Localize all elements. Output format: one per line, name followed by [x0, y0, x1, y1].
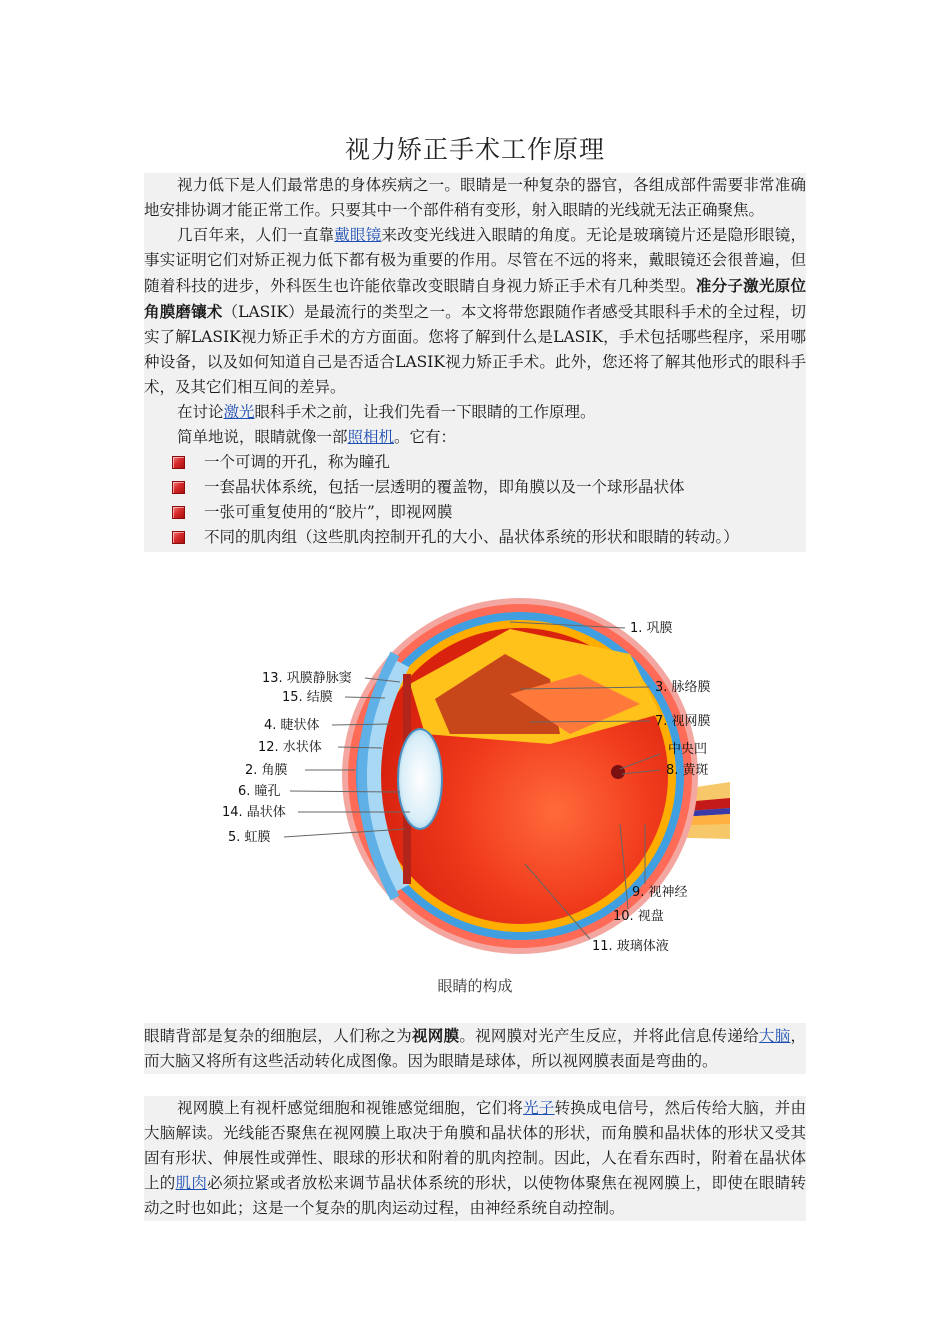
text-run: 简单地说，眼睛就像一部: [177, 428, 348, 446]
lasik-term: 准分子激光原位角膜磨镶术: [144, 276, 806, 321]
label-choroid: 3. 脉络膜: [655, 680, 711, 695]
macula: [611, 765, 625, 779]
eye-anatomy-diagram: [220, 594, 730, 956]
intro-paragraph-4: [144, 425, 806, 450]
link-brain[interactable]: 大脑: [758, 1027, 791, 1045]
link-muscle[interactable]: 肌肉: [175, 1174, 208, 1192]
intro-paragraph-1: 视力低下是人们最常患的身体疾病之一。眼睛是一种复杂的器官，各组成部件需要非常准确地安排协调才能正常工作。只要其中一个部件稍有变形，射入眼睛的光线就无法正确聚焦。: [144, 176, 806, 219]
label-optic-nerve: 9. 视神经: [632, 885, 688, 900]
label-ciliary-body: 4. 睫状体: [264, 718, 320, 733]
photoreceptor-section: [144, 1096, 806, 1221]
label-iris: 5. 虹膜: [228, 830, 271, 845]
label-fovea: 中央凹: [668, 742, 708, 757]
link-glasses[interactable]: 戴眼镜: [334, 226, 382, 244]
intro-section: [144, 173, 806, 552]
red-square-bullet-icon: [172, 456, 185, 469]
label-optic-disc: 10. 视盘: [613, 909, 664, 924]
text-run: 视网膜上有视杆感觉细胞和视锥感觉细胞，它们将: [177, 1099, 524, 1117]
text-run: 转换成电信号，然后传给大脑，并由大脑解读。光线能否聚焦在视网膜上取决于角膜和晶状体的形状，而角膜和晶状体的形状又受其固有形状、伸展性或弹性、眼球的形状和附着的肌肉控制。因此，人在看东西时，附着在晶状体上的: [144, 1099, 806, 1192]
label-retina: 7. 视网膜: [655, 714, 711, 729]
lens: [398, 729, 442, 829]
text-run: 在讨论: [177, 403, 224, 421]
label-cornea: 2. 角膜: [245, 763, 288, 778]
text-run: 来改变光线进入眼睛的角度。无论是玻璃镜片还是隐形眼镜，事实证明它们对矫正视力低下都有极为重要的作用。尽管在不远的将来，戴眼镜还会很普遍，但随着科技的进步，外科医生也许能依靠改变眼睛自身视力矫正手术有几种类型。: [144, 226, 806, 295]
label-macula: 8. 黄斑: [666, 763, 709, 778]
list-item: [172, 500, 806, 525]
list-item: [172, 450, 806, 475]
retina-term: 视网膜: [412, 1026, 460, 1045]
list-item-text: 不同的肌肉组（这些肌肉控制开孔的大小、晶状体系统的形状和眼睛的转动。）: [204, 528, 739, 546]
intro-paragraph-2: [144, 223, 806, 400]
list-item-text: 一套晶状体系统，包括一层透明的覆盖物，即角膜以及一个球形晶状体: [204, 478, 685, 496]
text-run: 必须拉紧或者放松来调节晶状体系统的形状，以使物体聚焦在视网膜上，即使在眼睛转动之时也如此；这是一个复杂的肌肉运动过程，由神经系统自动控制。: [144, 1174, 806, 1217]
eye-parts-list: [144, 450, 806, 550]
label-schlemm-canal: 13. 巩膜静脉窦: [262, 671, 352, 686]
list-item: [172, 525, 806, 550]
red-square-bullet-icon: [172, 531, 185, 544]
retina-section: [144, 1023, 806, 1074]
text-run: 。视网膜对光产生反应，并将此信息传递给: [459, 1027, 759, 1045]
red-square-bullet-icon: [172, 481, 185, 494]
red-square-bullet-icon: [172, 506, 185, 519]
figure-caption: 眼睛的构成: [437, 977, 513, 995]
text-run: （LASIK）是最流行的类型之一。本文将带您跟随作者感受其眼科手术的全过程，切实了解LASIK视力矫正手术的方方面面。您将了解到什么是LASIK，手术包括哪些程序，采用哪种设备，以及如何知道自己是否适合LASIK视力矫正手术。此外，您还将了解其他形式的眼科手术，及其它们相互间的差异。: [144, 303, 806, 396]
text-run: 眼科手术之前，让我们先看一下眼睛的工作原理。: [254, 403, 596, 421]
intro-paragraph-3: [144, 400, 806, 425]
text-run: 几百年来，人们一直靠: [177, 226, 335, 244]
list-item: [172, 475, 806, 500]
text-run: 眼睛背部是复杂的细胞层，人们称之为: [144, 1027, 413, 1045]
label-vitreous: 11. 玻璃体液: [592, 939, 669, 954]
label-lens: 14. 晶状体: [222, 805, 286, 820]
link-laser[interactable]: 激光: [223, 403, 255, 421]
link-photon[interactable]: 光子: [523, 1099, 555, 1117]
label-conjunctiva: 15. 结膜: [282, 690, 333, 705]
label-pupil: 6. 瞳孔: [238, 784, 281, 799]
photoreceptor-paragraph: [144, 1096, 806, 1221]
list-item-text: 一个可调的开孔，称为瞳孔: [204, 453, 391, 471]
list-item-text: 一张可重复使用的“胶片”，即视网膜: [204, 503, 453, 521]
text-run: ，而大脑又将所有这些活动转化成图像。因为眼睛是球体，所以视网膜表面是弯曲的。: [144, 1027, 806, 1070]
label-aqueous: 12. 水状体: [258, 740, 322, 755]
text-run: 。它有：: [394, 428, 457, 446]
page-title: 视力矫正手术工作原理: [344, 135, 605, 164]
retina-paragraph: [144, 1023, 806, 1074]
label-sclera: 1. 巩膜: [630, 621, 673, 636]
link-camera[interactable]: 照相机: [347, 428, 395, 446]
